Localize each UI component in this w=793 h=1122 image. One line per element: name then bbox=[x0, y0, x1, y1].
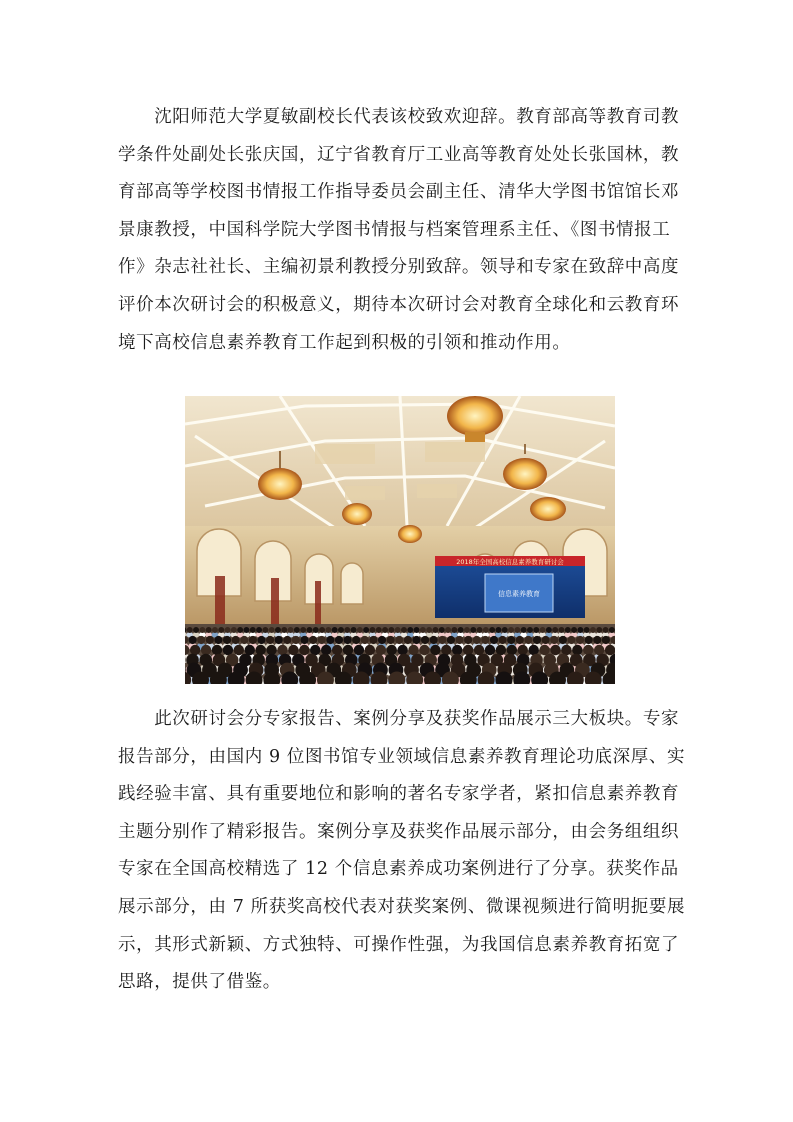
paragraph-line: 践经验丰富、具有重要地位和影响的著名专家学者，紧扣信息素养教育 bbox=[118, 784, 680, 805]
paragraph-line: 沈阳师范大学夏敏副校长代表该校致欢迎辞。教育部高等教育司教 bbox=[118, 107, 680, 127]
paragraph-line: 示，其形式新颖、方式独特、可操作性强，为我国信息素养教育拓宽了 bbox=[118, 934, 680, 955]
paragraph-line: 学条件处副处长张庆国，辽宁省教育厅工业高等教育处处长张国林，教 bbox=[118, 144, 680, 165]
paragraph-line: 报告部分，由国内 9 位图书馆专业领域信息素养教育理论功底深厚、实 bbox=[118, 746, 686, 767]
paragraph-line: 育部高等学校图书情报工作指导委员会副主任、清华大学图书馆馆长邓 bbox=[118, 182, 680, 203]
paragraph-line: 思路，提供了借鉴。 bbox=[118, 972, 281, 993]
paragraph-line: 境下高校信息素养教育工作起到积极的引领和推动作用。 bbox=[118, 332, 571, 353]
paragraph-line: 主题分别作了精彩报告。案例分享及获奖作品展示部分，由会务组组织 bbox=[118, 821, 680, 842]
paragraph-line: 专家在全国高校精选了 12 个信息素养成功案例进行了分享。获奖作品 bbox=[118, 859, 679, 880]
paragraph-line: 评价本次研讨会的积极意义，期待本次研讨会对教育全球化和云教育环 bbox=[118, 294, 680, 315]
paragraph-line: 景康教授，中国科学院大学图书情报与档案管理系主任、《图书情报工 bbox=[118, 219, 671, 240]
paragraph-welcome-speeches bbox=[118, 99, 678, 362]
banner-text: 2018年全国高校信息素养教育研讨会 bbox=[456, 558, 564, 566]
paragraph-conference-sections bbox=[118, 701, 686, 1002]
conference-hall-photo bbox=[185, 396, 615, 684]
paragraph-line: 展示部分，由 7 所获奖高校代表对获奖案例、微课视频进行简明扼要展 bbox=[118, 896, 686, 917]
screen-text: 信息素养教育 bbox=[498, 590, 540, 598]
paragraph-line: 作》杂志社社长、主编初景利教授分别致辞。领导和专家在致辞中高度 bbox=[118, 257, 680, 278]
paragraph-line: 此次研讨会分专家报告、案例分享及获奖作品展示三大板块。专家 bbox=[118, 709, 680, 729]
